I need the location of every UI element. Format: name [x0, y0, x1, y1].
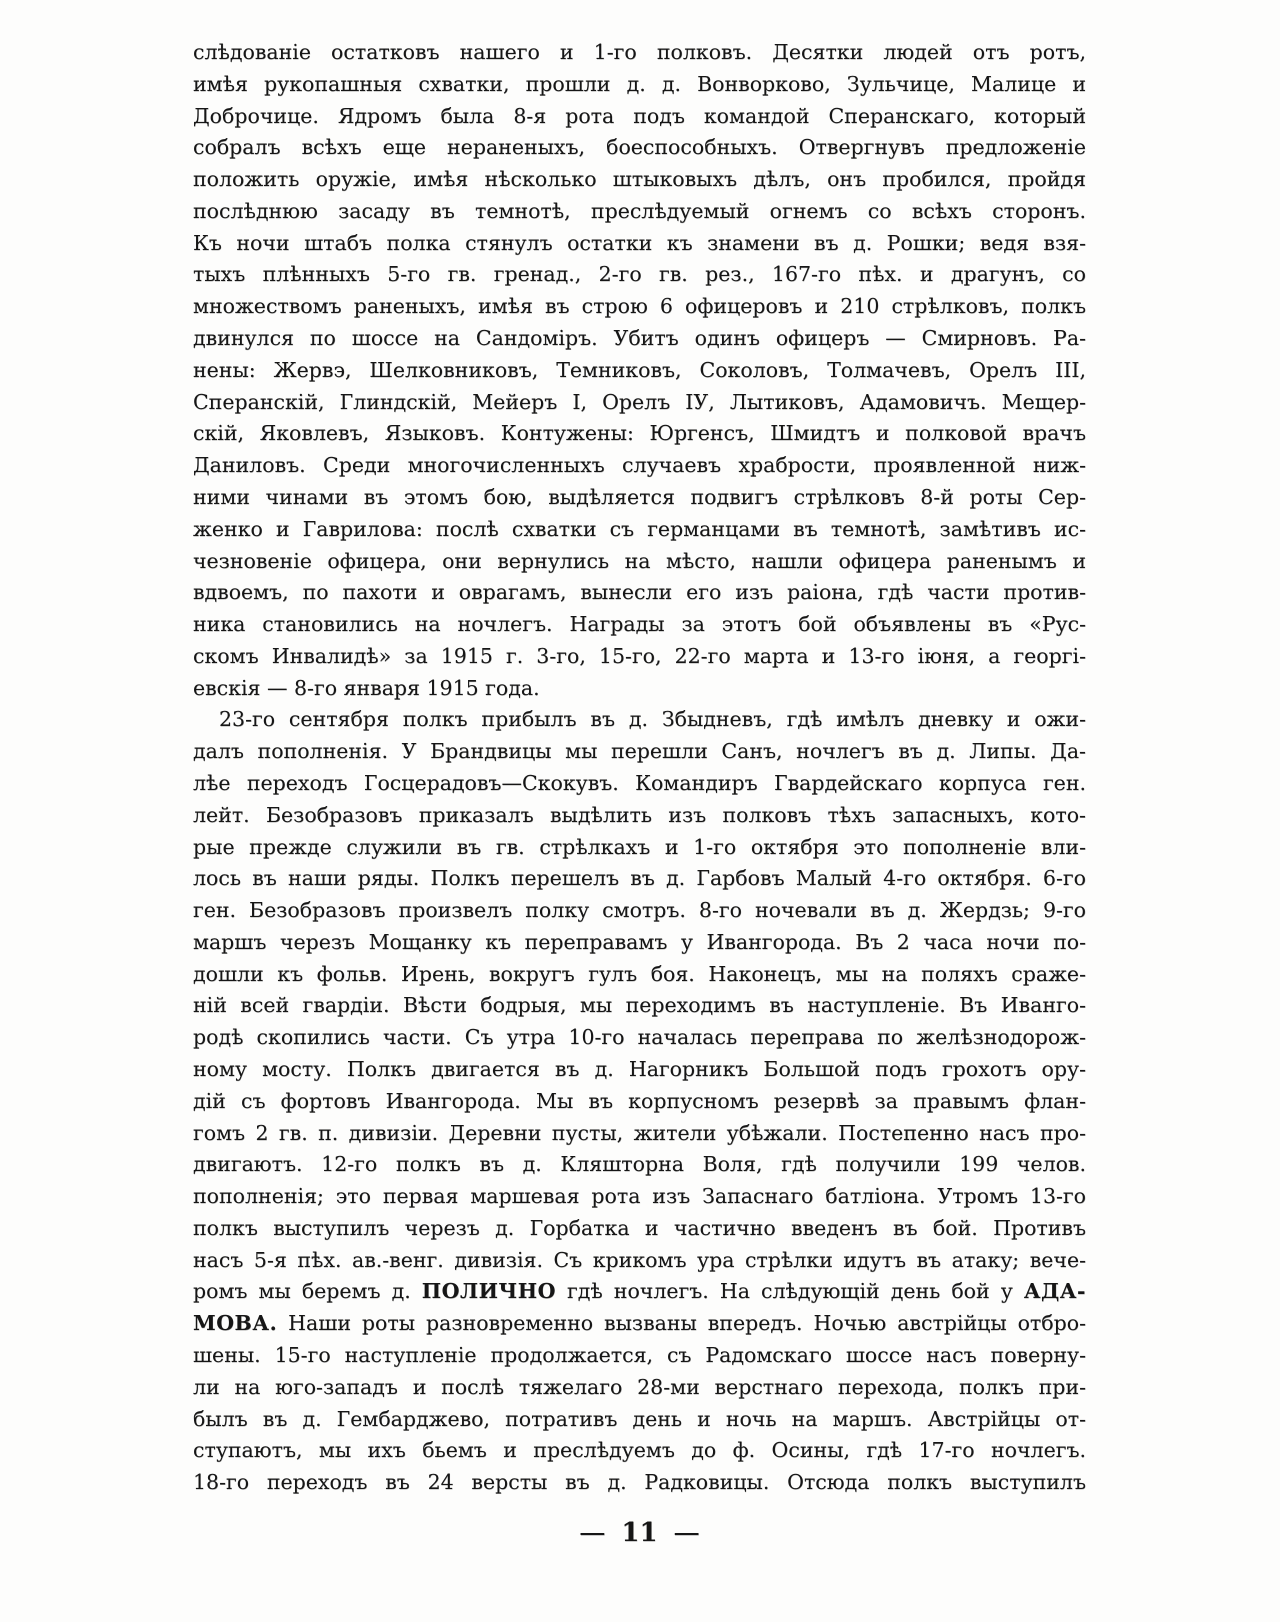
text-line: дошли къ фольв. Ирень, вокругъ гулъ боя. Наконецъ, мы на поляхъ сраже- [193, 961, 1086, 986]
text-line: далъ пополненія. У Брандвицы мы перешли Санъ, ночлегъ въ д. Липы. Да- [193, 739, 1086, 764]
text-line: лось въ наши ряды. Полкъ перешелъ въ д. Гарбовъ Малый 4-го октября. 6-го [193, 866, 1086, 891]
page-footer [193, 1515, 1086, 1551]
page-number: 11 [621, 1518, 658, 1548]
text-line: Сперанскій, Глиндскій, Мейеръ I, Орелъ ІУ, Лытиковъ, Адамовичъ. Мещер- [193, 389, 1086, 414]
text-line: 23-го сентября полкъ прибылъ въ д. Збыдневъ, гдѣ имѣлъ дневку и ожи- [219, 707, 1086, 732]
text-line: собралъ всѣхъ еще нераненыхъ, боеспособныхъ. Отвергнувъ предложеніе [193, 135, 1086, 160]
text-line: ступаютъ, мы ихъ бьемъ и преслѣдуемъ до ф. Осины, гдѣ 17-го ночлегъ. [193, 1438, 1086, 1463]
text-line: насъ 5-я пѣх. ав.-венг. дивизія. Съ крикомъ ура стрѣлки идутъ въ атаку; вече- [193, 1247, 1086, 1272]
text-line: дій съ фортовъ Ивангорода. Мы въ корпусномъ резервѣ за правымъ флан- [193, 1088, 1086, 1113]
text-line: ромъ мы беремъ д. ПОЛИЧНО гдѣ ночлегъ. На слѣдующій день бой у АДА- [193, 1279, 1086, 1304]
text-line: ними чинами въ этомъ бою, выдѣляется подвигъ стрѣлковъ 8-й роты Сер- [193, 484, 1086, 509]
text-line: женко и Гаврилова: послѣ схватки съ германцами въ темнотѣ, замѣтивъ ис- [193, 516, 1086, 541]
text-line: 18-го переходъ въ 24 версты въ д. Радковицы. Отсюда полкъ выступилъ [193, 1470, 1086, 1495]
text-line: скій, Яковлевъ, Языковъ. Контужены: Юргенсъ, Шмидтъ и полковой врачъ [193, 421, 1086, 446]
text-line: ній всей гвардіи. Вѣсти бодрыя, мы переходимъ въ наступленіе. Въ Иванго- [193, 993, 1086, 1018]
text-line: чезновеніе офицера, они вернулись на мѣсто, нашли офицера раненымъ и [193, 548, 1086, 573]
footer-dash-left: — [579, 1515, 606, 1551]
text-line: вдвоемъ, по пахоти и оврагамъ, вынесли его изъ раіона, гдѣ части против- [193, 580, 1086, 605]
text-line: Къ ночи штабъ полка стянулъ остатки къ знамени въ д. Рошки; ведя взя- [193, 230, 1086, 255]
text-line: Доброчице. Ядромъ была 8-я рота подъ командой Сперанскаго, который [193, 103, 1086, 128]
text-line: послѣднюю засаду въ темнотѣ, преслѣдуемый огнемъ со всѣхъ сторонъ. [193, 198, 1086, 223]
text-line: гомъ 2 гв. п. дивизіи. Деревни пусты, жители убѣжали. Постепенно насъ про- [193, 1120, 1086, 1145]
text-line: ген. Безобразовъ произвелъ полку смотръ. 8-го ночевали въ д. Жердзь; 9-го [193, 898, 1086, 923]
text-line: полкъ выступилъ черезъ д. Горбатка и частично введенъ въ бой. Противъ [193, 1215, 1086, 1240]
text-line: двинулся по шоссе на Сандоміръ. Убитъ одинъ офицеръ — Смирновъ. Ра- [193, 326, 1086, 351]
text-line: родѣ скопились части. Съ утра 10-го началась переправа по желѣзнодорож- [193, 1025, 1086, 1050]
text-line: ному мосту. Полкъ двигается въ д. Нагорникъ Большой подъ грохотъ ору- [193, 1057, 1086, 1081]
text-line: имѣя рукопашныя схватки, прошли д. д. Вонворково, Зульчице, Малице и [193, 71, 1086, 96]
text-line: евскія — 8-го января 1915 года. [193, 675, 540, 700]
text-line: нены: Жервэ, Шелковниковъ, Темниковъ, Соколовъ, Толмачевъ, Орелъ III, [193, 357, 1086, 382]
text-block [193, 37, 1086, 1499]
text-line: МОВА. Наши роты разновременно вызваны впередъ. Ночью австрійцы отбро- [193, 1311, 1086, 1336]
footer-dash-right: — [673, 1515, 700, 1551]
text-line: слѣдованіе остатковъ нашего и 1-го полковъ. Десятки людей отъ ротъ, [193, 40, 1086, 64]
text-line: лѣе переходъ Госцерадовъ—Скокувъ. Командиръ Гвардейскаго корпуса ген. [193, 770, 1086, 795]
text-line: положить оружіе, имѣя нѣсколько штыковыхъ дѣлъ, онъ пробился, пройдя [193, 167, 1086, 192]
text-line: двигаютъ. 12-го полкъ въ д. Кляшторна Воля, гдѣ получили 199 челов. [193, 1152, 1086, 1177]
text-line: пополненія; это первая маршевая рота изъ Запаснаго батліона. Утромъ 13-го [193, 1184, 1086, 1209]
text-line: тыхъ плѣнныхъ 5-го гв. гренад., 2-го гв. рез., 167-го пѣх. и драгунъ, со [193, 262, 1086, 287]
text-line: ли на юго-западъ и послѣ тяжелаго 28-ми верстнаго перехода, полкъ при- [193, 1374, 1086, 1399]
text-line: ника становились на ночлегъ. Награды за этотъ бой объявлены въ «Рус- [193, 612, 1086, 637]
text-line: маршъ черезъ Мощанку къ переправамъ у Ивангорода. Въ 2 часа ночи по- [193, 929, 1086, 954]
text-line: шены. 15-го наступленіе продолжается, съ Радомскаго шоссе насъ поверну- [193, 1343, 1086, 1368]
text-line: множествомъ раненыхъ, имѣя въ строю 6 офицеровъ и 210 стрѣлковъ, полкъ [193, 294, 1086, 319]
text-line: лейт. Безобразовъ приказалъ выдѣлить изъ полковъ тѣхъ запасныхъ, кото- [193, 802, 1086, 827]
text-line: скомъ Инвалидѣ» за 1915 г. 3-го, 15-го, 22-го марта и 13-го іюня, а георгі- [193, 643, 1086, 668]
text-line: былъ въ д. Гембарджево, потративъ день и ночь на маршъ. Австрійцы от- [193, 1406, 1086, 1431]
text-line: рые прежде служили въ гв. стрѣлкахъ и 1-го октября это пополненіе вли- [193, 834, 1086, 859]
text-line: Даниловъ. Среди многочисленныхъ случаевъ храбрости, проявленной ниж- [193, 453, 1086, 478]
